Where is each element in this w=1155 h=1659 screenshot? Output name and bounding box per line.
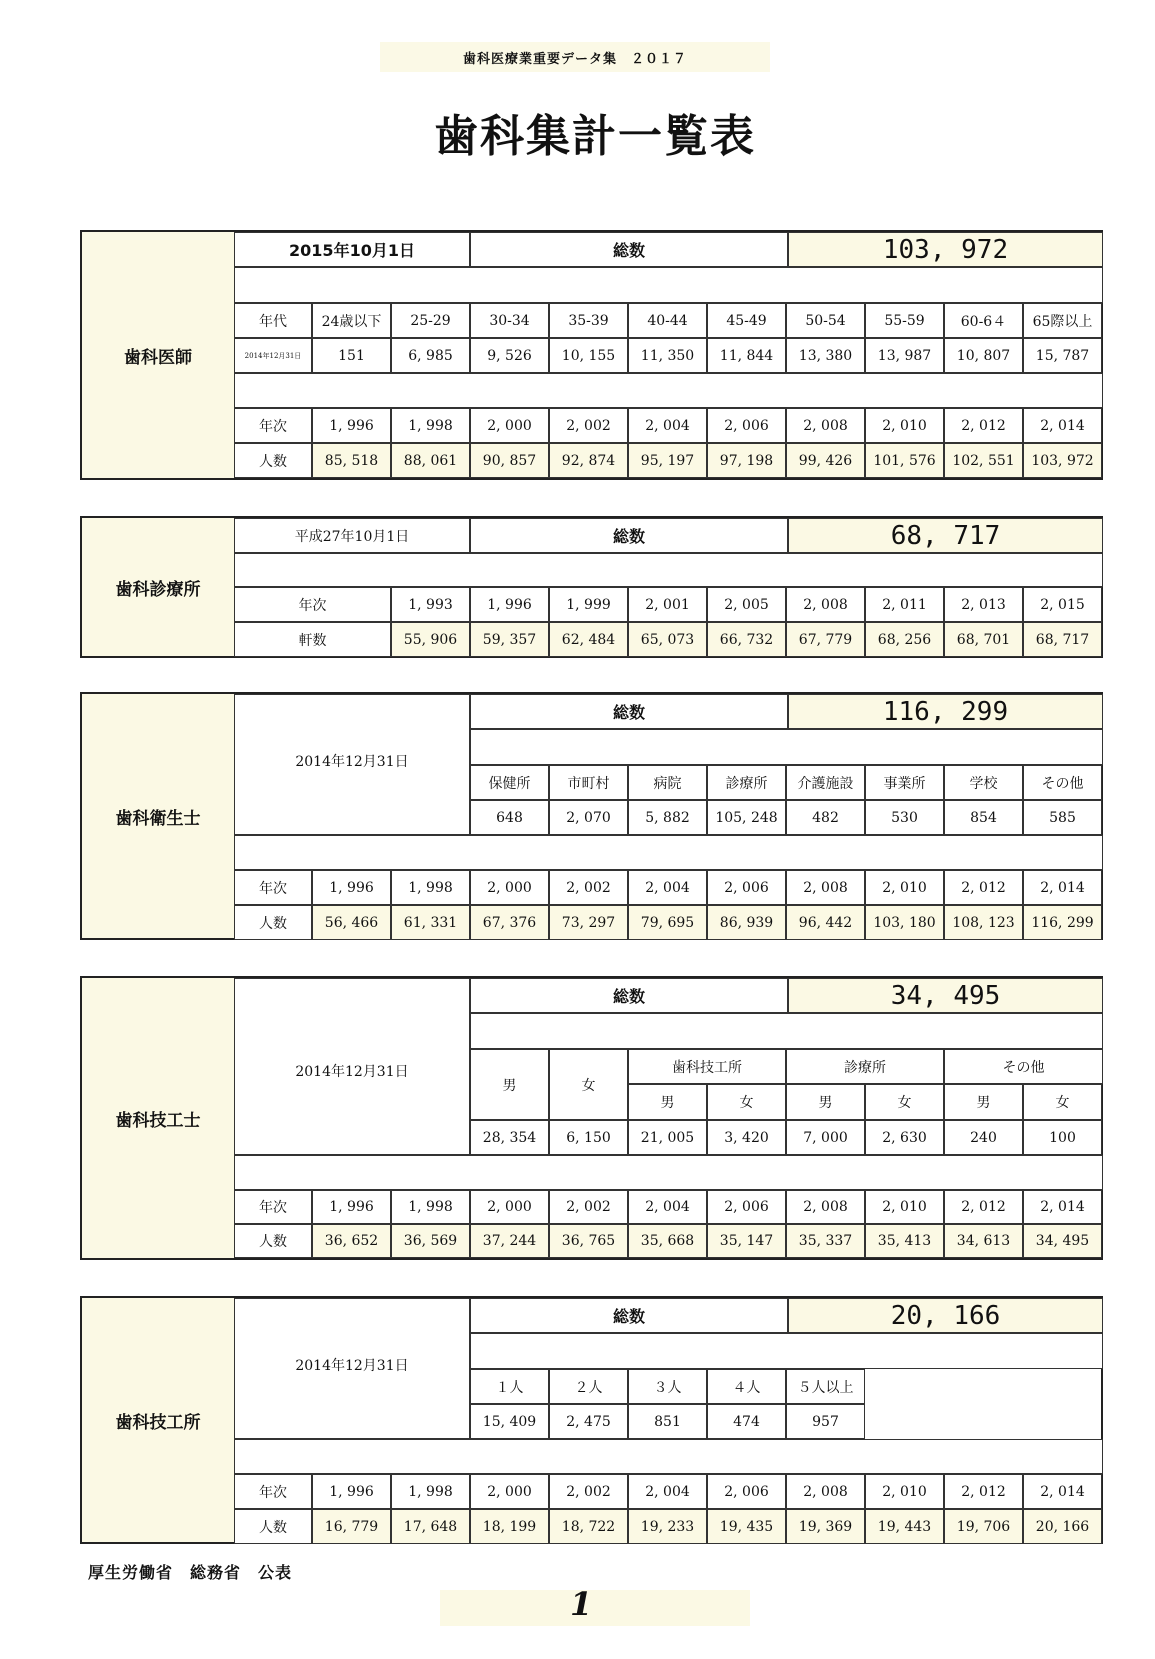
lab-size-value: 15, 409	[470, 1404, 549, 1439]
year-cell: 2, 010	[865, 870, 944, 905]
hygienists-total-label: 総数	[470, 694, 788, 729]
age-group-value: 11, 350	[628, 338, 707, 373]
year-cell: 1, 998	[391, 1190, 470, 1224]
count-cell: 36, 652	[312, 1224, 391, 1258]
technicians-spacer-2	[234, 1155, 1103, 1190]
clinics-date: 平成27年10月1日	[234, 518, 470, 553]
year-cell: 1, 998	[391, 1474, 470, 1509]
count-cell: 55, 906	[391, 622, 470, 657]
year-cell: 2, 004	[628, 408, 707, 443]
year-cell: 2, 001	[628, 587, 707, 622]
labs-total-label: 総数	[470, 1298, 788, 1333]
year-cell: 1, 998	[391, 870, 470, 905]
year-cell: 2, 012	[944, 1474, 1023, 1509]
dentists-age-header: 年代	[234, 303, 312, 338]
count-cell: 67, 376	[470, 905, 549, 940]
workplace-header: 診療所	[707, 765, 786, 800]
count-cell: 56, 466	[312, 905, 391, 940]
hygienists-total: 116, 299	[788, 694, 1103, 729]
count-cell: 17, 648	[391, 1509, 470, 1544]
page-number-band	[440, 1590, 750, 1626]
count-cell: 36, 765	[549, 1224, 628, 1258]
labs-spacer	[470, 1333, 1103, 1369]
page-number: 1	[570, 1585, 593, 1623]
gender-subheader: 女	[1023, 1084, 1102, 1120]
age-group-value: 10, 155	[549, 338, 628, 373]
lab-size-value: 957	[786, 1404, 865, 1439]
labs-count-label: 人数	[234, 1509, 312, 1544]
dentists-label: 歯科医師	[82, 232, 236, 478]
count-cell: 35, 337	[786, 1224, 865, 1258]
workplace-header: 保健所	[470, 765, 549, 800]
labs-year-label: 年次	[234, 1474, 312, 1509]
hygienists-label: 歯科衛生士	[82, 694, 236, 938]
age-group-header: 25-29	[391, 303, 470, 338]
age-group-value: 15, 787	[1023, 338, 1102, 373]
count-cell: 96, 442	[786, 905, 865, 940]
year-cell: 2, 012	[944, 1190, 1023, 1224]
count-cell: 108, 123	[944, 905, 1023, 940]
gender-subheader: 男	[786, 1084, 865, 1120]
year-cell: 2, 010	[865, 408, 944, 443]
year-cell: 2, 015	[1023, 587, 1102, 622]
count-cell: 19, 233	[628, 1509, 707, 1544]
dentists-block	[80, 230, 1103, 480]
count-cell: 90, 857	[470, 443, 549, 478]
dentists-year-label: 年次	[234, 408, 312, 443]
year-cell: 2, 014	[1023, 1190, 1102, 1224]
year-cell: 1, 993	[391, 587, 470, 622]
technicians-male-header: 男	[470, 1049, 549, 1120]
count-cell: 34, 495	[1023, 1224, 1102, 1258]
labs-total: 20, 166	[788, 1298, 1103, 1333]
technicians-date-cell	[234, 978, 470, 1155]
age-group-header: 45-49	[707, 303, 786, 338]
year-cell: 2, 005	[707, 587, 786, 622]
year-cell: 2, 011	[865, 587, 944, 622]
count-cell: 65, 073	[628, 622, 707, 657]
age-group-value: 6, 985	[391, 338, 470, 373]
technician-value: 28, 354	[470, 1120, 549, 1155]
age-group-value: 151	[312, 338, 391, 373]
count-cell: 20, 166	[1023, 1509, 1102, 1544]
technician-value: 2, 630	[865, 1120, 944, 1155]
technicians-label: 歯科技工士	[82, 978, 236, 1258]
year-cell: 1, 999	[549, 587, 628, 622]
gender-subheader: 女	[865, 1084, 944, 1120]
clinics-total-label: 総数	[470, 518, 788, 553]
year-cell: 2, 008	[786, 1474, 865, 1509]
gender-subheader: 男	[628, 1084, 707, 1120]
workplace-header: 病院	[628, 765, 707, 800]
technician-value: 100	[1023, 1120, 1102, 1155]
age-group-header: 35-39	[549, 303, 628, 338]
year-cell: 2, 013	[944, 587, 1023, 622]
year-cell: 2, 006	[707, 870, 786, 905]
year-cell: 2, 006	[707, 1190, 786, 1224]
year-cell: 2, 010	[865, 1190, 944, 1224]
year-cell: 2, 000	[470, 408, 549, 443]
hygienists-date-cell	[234, 694, 470, 835]
year-cell: 2, 006	[707, 1474, 786, 1509]
count-cell: 67, 779	[786, 622, 865, 657]
technicians-other-header: その他	[944, 1049, 1103, 1084]
count-cell: 19, 706	[944, 1509, 1023, 1544]
count-cell: 85, 518	[312, 443, 391, 478]
count-cell: 86, 939	[707, 905, 786, 940]
dentists-count-label: 人数	[234, 443, 312, 478]
year-cell: 2, 014	[1023, 1474, 1102, 1509]
age-group-header: 50-54	[786, 303, 865, 338]
page-title: 歯科集計一覧表	[434, 111, 756, 162]
lab-size-header: １人	[470, 1369, 549, 1404]
publisher-footer: 厚生労働省 総務省 公表	[88, 1563, 293, 1582]
count-cell: 95, 197	[628, 443, 707, 478]
age-group-header: 24歳以下	[312, 303, 391, 338]
lab-size-value: 851	[628, 1404, 707, 1439]
year-cell: 1, 996	[312, 870, 391, 905]
gender-subheader: 女	[707, 1084, 786, 1120]
year-cell: 2, 002	[549, 1474, 628, 1509]
age-group-header: 60-6４	[944, 303, 1023, 338]
count-cell: 102, 551	[944, 443, 1023, 478]
workplace-value: 105, 248	[707, 800, 786, 835]
count-cell: 18, 199	[470, 1509, 549, 1544]
age-group-value: 13, 380	[786, 338, 865, 373]
technicians-year-label: 年次	[234, 1190, 312, 1224]
year-cell: 2, 000	[470, 1190, 549, 1224]
count-cell: 68, 717	[1023, 622, 1102, 657]
clinics-total: 68, 717	[788, 518, 1103, 553]
count-cell: 68, 256	[865, 622, 944, 657]
count-cell: 59, 357	[470, 622, 549, 657]
lab-size-header: ２人	[549, 1369, 628, 1404]
technician-value: 21, 005	[628, 1120, 707, 1155]
count-cell: 66, 732	[707, 622, 786, 657]
technicians-clinic-header: 診療所	[786, 1049, 944, 1084]
year-cell: 1, 998	[391, 408, 470, 443]
year-cell: 2, 014	[1023, 870, 1102, 905]
dentists-spacer	[234, 267, 1103, 303]
age-group-value: 13, 987	[865, 338, 944, 373]
year-cell: 2, 002	[549, 1190, 628, 1224]
gender-subheader: 男	[944, 1084, 1023, 1120]
year-cell: 2, 008	[786, 587, 865, 622]
workplace-header: 介護施設	[786, 765, 865, 800]
hygienists-date: 2014年12月31日	[295, 754, 409, 770]
lab-size-header: ５人以上	[786, 1369, 865, 1404]
technician-value: 6, 150	[549, 1120, 628, 1155]
count-cell: 37, 244	[470, 1224, 549, 1258]
count-cell: 103, 180	[865, 905, 944, 940]
workplace-value: 530	[865, 800, 944, 835]
technicians-female-header: 女	[549, 1049, 628, 1120]
count-cell: 101, 576	[865, 443, 944, 478]
count-cell: 35, 413	[865, 1224, 944, 1258]
year-cell: 1, 996	[312, 1474, 391, 1509]
labs-label: 歯科技工所	[82, 1298, 236, 1542]
technicians-lab-header: 歯科技工所	[628, 1049, 786, 1084]
year-cell: 2, 002	[549, 870, 628, 905]
age-group-value: 9, 526	[470, 338, 549, 373]
count-cell: 34, 613	[944, 1224, 1023, 1258]
clinics-count-label: 軒数	[234, 622, 391, 657]
technician-value: 240	[944, 1120, 1023, 1155]
year-cell: 2, 000	[470, 870, 549, 905]
technician-value: 3, 420	[707, 1120, 786, 1155]
year-cell: 1, 996	[312, 1190, 391, 1224]
lab-size-value: 474	[707, 1404, 786, 1439]
workplace-header: 学校	[944, 765, 1023, 800]
year-cell: 1, 996	[312, 408, 391, 443]
labs-block	[80, 1296, 1103, 1544]
age-group-value: 11, 844	[707, 338, 786, 373]
labs-date: 2014年12月31日	[295, 1358, 409, 1374]
workplace-header: 事業所	[865, 765, 944, 800]
count-cell: 68, 701	[944, 622, 1023, 657]
count-cell: 35, 147	[707, 1224, 786, 1258]
year-cell: 2, 014	[1023, 408, 1102, 443]
year-cell: 2, 012	[944, 408, 1023, 443]
workplace-value: 5, 882	[628, 800, 707, 835]
dentists-total: 103, 972	[788, 232, 1103, 267]
hygienists-block	[80, 692, 1103, 940]
workplace-value: 648	[470, 800, 549, 835]
technicians-spacer	[470, 1013, 1103, 1049]
workplace-header: 市町村	[549, 765, 628, 800]
count-cell: 35, 668	[628, 1224, 707, 1258]
count-cell: 61, 331	[391, 905, 470, 940]
count-cell: 73, 297	[549, 905, 628, 940]
clinics-block	[80, 516, 1103, 658]
technicians-total: 34, 495	[788, 978, 1103, 1013]
age-group-header: 40-44	[628, 303, 707, 338]
dentists-total-label: 総数	[470, 232, 788, 267]
clinics-label: 歯科診療所	[82, 518, 236, 656]
document-header: 歯科医療業重要データ集 ２０１７	[462, 52, 687, 67]
count-cell: 18, 722	[549, 1509, 628, 1544]
age-group-value: 10, 807	[944, 338, 1023, 373]
count-cell: 103, 972	[1023, 443, 1102, 478]
workplace-value: 854	[944, 800, 1023, 835]
year-cell: 2, 004	[628, 1474, 707, 1509]
age-group-header: 65際以上	[1023, 303, 1102, 338]
labs-date-cell	[234, 1298, 470, 1439]
count-cell: 97, 198	[707, 443, 786, 478]
year-cell: 2, 008	[786, 408, 865, 443]
year-cell: 1, 996	[470, 587, 549, 622]
count-cell: 19, 443	[865, 1509, 944, 1544]
count-cell: 116, 299	[1023, 905, 1102, 940]
year-cell: 2, 000	[470, 1474, 549, 1509]
count-cell: 19, 369	[786, 1509, 865, 1544]
clinics-spacer	[234, 553, 1103, 587]
technician-value: 7, 000	[786, 1120, 865, 1155]
count-cell: 88, 061	[391, 443, 470, 478]
technicians-block	[80, 976, 1103, 1260]
year-cell: 2, 002	[549, 408, 628, 443]
lab-size-value: 2, 475	[549, 1404, 628, 1439]
clinics-year-label: 年次	[234, 587, 391, 622]
technicians-date: 2014年12月31日	[295, 1064, 409, 1080]
year-cell: 2, 008	[786, 870, 865, 905]
year-cell: 2, 006	[707, 408, 786, 443]
year-cell: 2, 012	[944, 870, 1023, 905]
hygienists-spacer-2	[234, 835, 1103, 870]
count-cell: 36, 569	[391, 1224, 470, 1258]
year-cell: 2, 004	[628, 1190, 707, 1224]
hygienists-spacer	[470, 729, 1103, 765]
dentists-date: 2015年10月1日	[234, 232, 470, 267]
dentists-spacer-2	[234, 373, 1103, 408]
workplace-value: 585	[1023, 800, 1102, 835]
dentists-age-date: 2014年12月31日	[234, 338, 312, 373]
hygienists-year-label: 年次	[234, 870, 312, 905]
workplace-header: その他	[1023, 765, 1102, 800]
year-cell: 2, 004	[628, 870, 707, 905]
count-cell: 62, 484	[549, 622, 628, 657]
technicians-total-label: 総数	[470, 978, 788, 1013]
age-group-header: 30-34	[470, 303, 549, 338]
lab-size-header: ４人	[707, 1369, 786, 1404]
year-cell: 2, 010	[865, 1474, 944, 1509]
workplace-value: 482	[786, 800, 865, 835]
count-cell: 99, 426	[786, 443, 865, 478]
hygienists-count-label: 人数	[234, 905, 312, 940]
count-cell: 16, 779	[312, 1509, 391, 1544]
age-group-header: 55-59	[865, 303, 944, 338]
workplace-value: 2, 070	[549, 800, 628, 835]
count-cell: 92, 874	[549, 443, 628, 478]
labs-spacer-2	[234, 1439, 1103, 1474]
lab-size-header: ３人	[628, 1369, 707, 1404]
technicians-count-label: 人数	[234, 1224, 312, 1258]
year-cell: 2, 008	[786, 1190, 865, 1224]
count-cell: 19, 435	[707, 1509, 786, 1544]
count-cell: 79, 695	[628, 905, 707, 940]
